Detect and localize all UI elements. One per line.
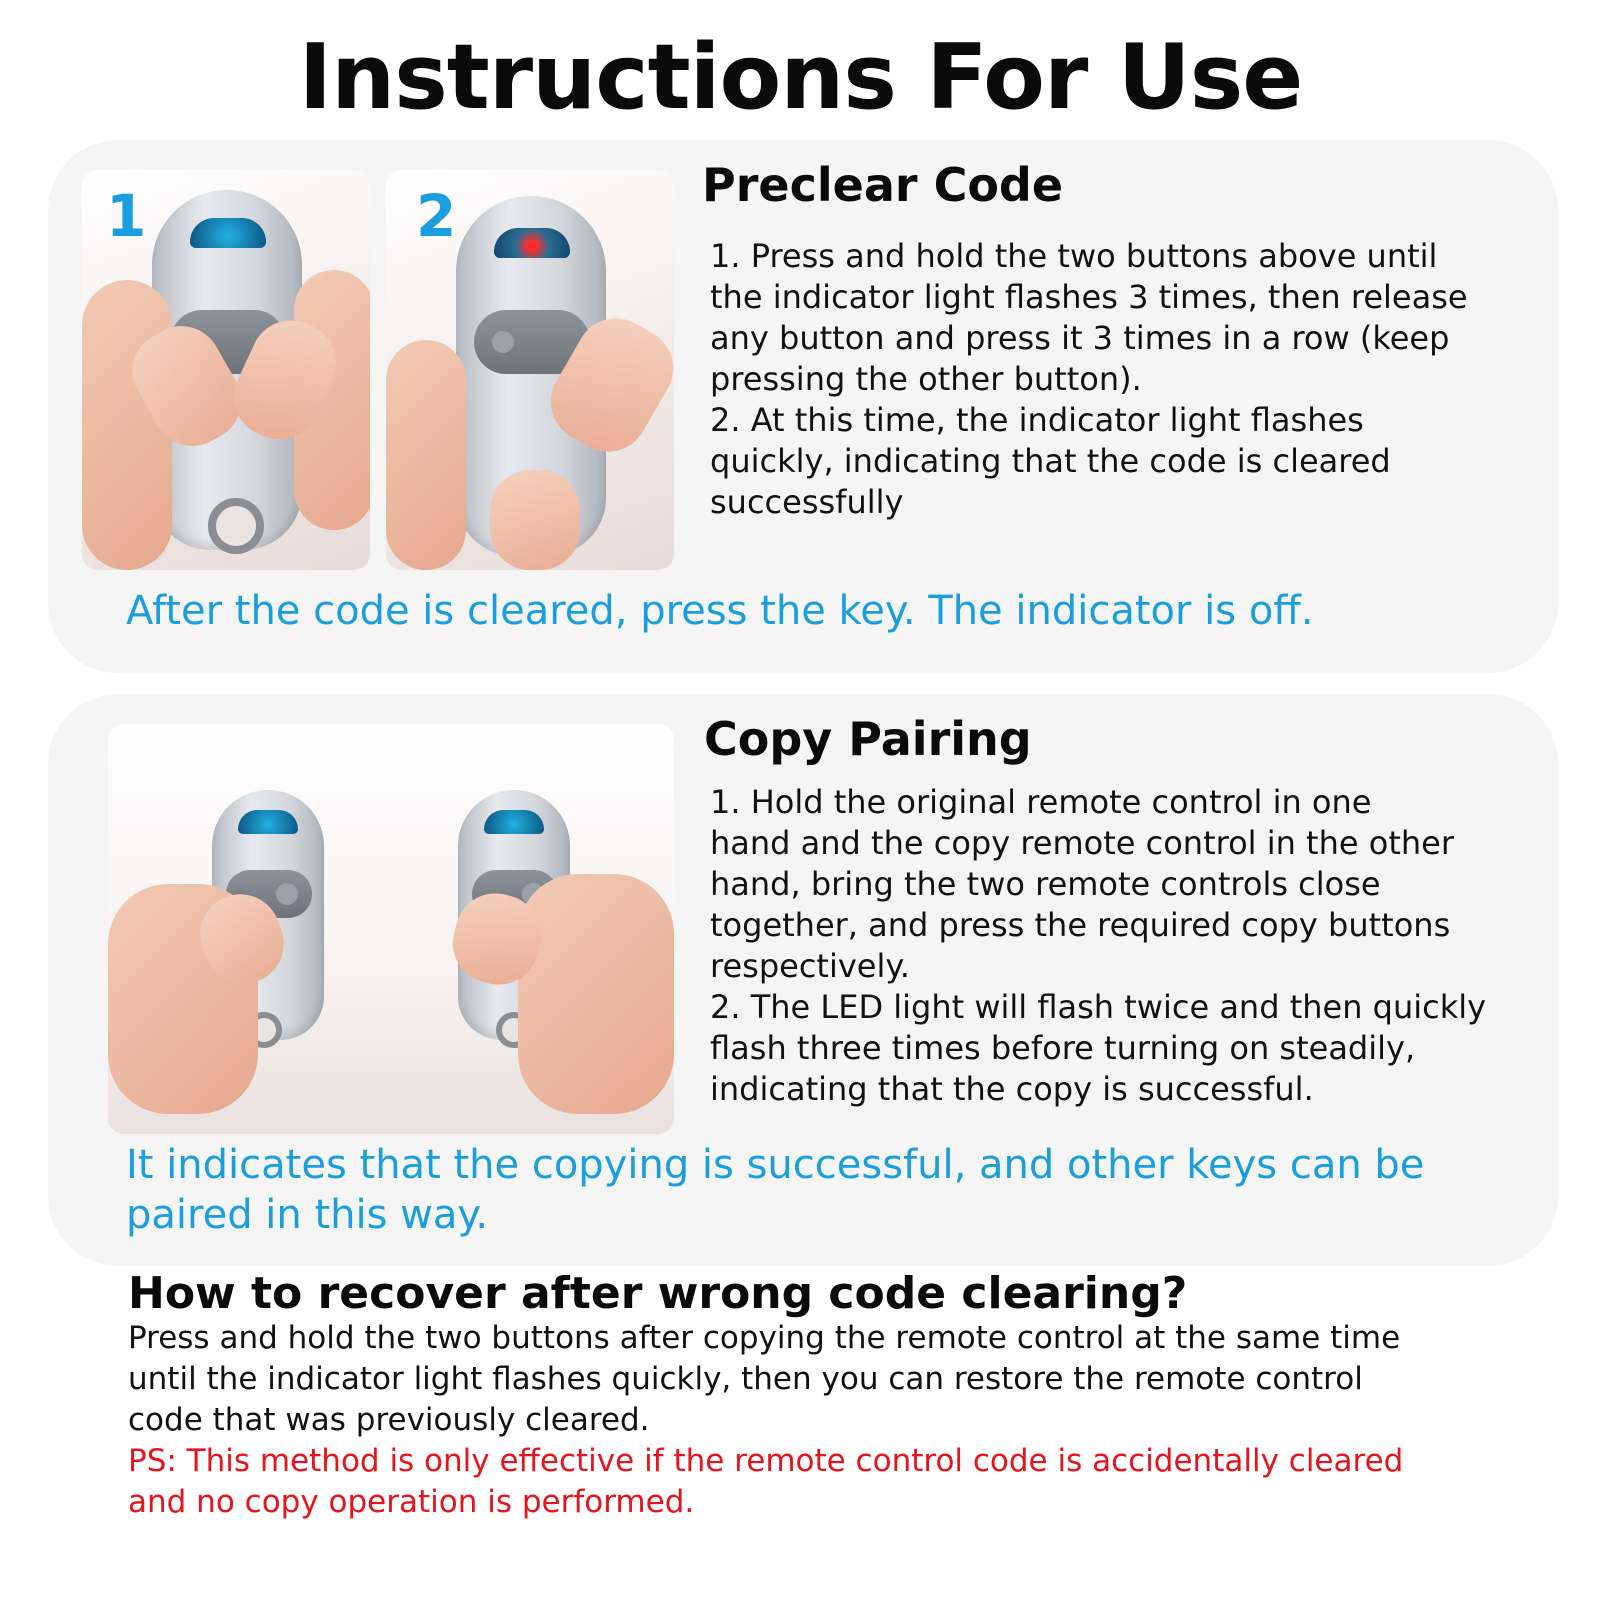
instruction-line: any button and press it 3 times in a row (keep [710,319,1450,357]
instruction-line: together, and press the required copy buttons [710,906,1451,944]
instruction-line: hand, bring the two remote controls close [710,865,1381,903]
indicator-light-icon [238,810,298,834]
instruction-line: quickly, indicating that the code is cleared [710,442,1391,480]
recover-line: Press and hold the two buttons after copying the remote control at the same time [128,1320,1401,1356]
instruction-line: indicating that the copy is successful. [710,1070,1314,1108]
preclear-photo-step-2 [386,170,674,570]
preclear-panel [48,140,1558,673]
copy-pairing-instructions [710,782,1486,1110]
instruction-line: 1. Hold the original remote control in one [710,783,1372,821]
copy-pairing-panel [48,694,1558,1266]
copy-pairing-heading: Copy Pairing [704,712,1032,766]
step-number-2: 2 [416,182,457,250]
recover-line: code that was previously cleared. [128,1402,650,1438]
note-line: paired in this way. [126,1192,489,1238]
ps-warning-line: and no copy operation is performed. [128,1484,695,1520]
recover-heading: How to recover after wrong code clearing? [128,1268,1188,1319]
instruction-line: flash three times before turning on steadily, [710,1029,1416,1067]
hand-image [386,340,466,570]
note-line: It indicates that the copying is successful, and other keys can be [126,1142,1425,1188]
recover-instructions [128,1318,1528,1523]
instruction-line: the indicator light flashes 3 times, then release [710,278,1468,316]
instruction-line: pressing the other button). [710,360,1142,398]
step-number-1: 1 [106,182,147,250]
ps-warning-line: PS: This method is only effective if the remote control code is accidentally cleared [128,1443,1404,1479]
preclear-heading: Preclear Code [702,158,1064,212]
preclear-note: After the code is cleared, press the key. The indicator is off. [126,588,1314,634]
copy-pairing-note [126,1140,1424,1240]
keyring-hole-icon [208,498,264,554]
instruction-line: hand and the copy remote control in the other [710,824,1454,862]
instruction-line: successfully [710,483,904,521]
instruction-line: 2. The LED light will flash twice and then quickly [710,988,1487,1026]
indicator-light-icon [494,228,570,258]
recover-line: until the indicator light flashes quickly, then you can restore the remote control [128,1361,1363,1397]
indicator-light-icon [484,810,544,834]
hand-image [518,874,674,1114]
instruction-line: respectively. [710,947,910,985]
instruction-line: 1. Press and hold the two buttons above until [710,237,1438,275]
page-title: Instructions For Use [298,25,1303,130]
instruction-line: 2. At this time, the indicator light flashes [710,401,1364,439]
copy-pairing-photo [108,724,674,1134]
thumb-image [490,470,580,570]
preclear-photo-step-1 [82,170,370,570]
preclear-instructions [710,236,1468,523]
indicator-light-icon [190,218,266,248]
